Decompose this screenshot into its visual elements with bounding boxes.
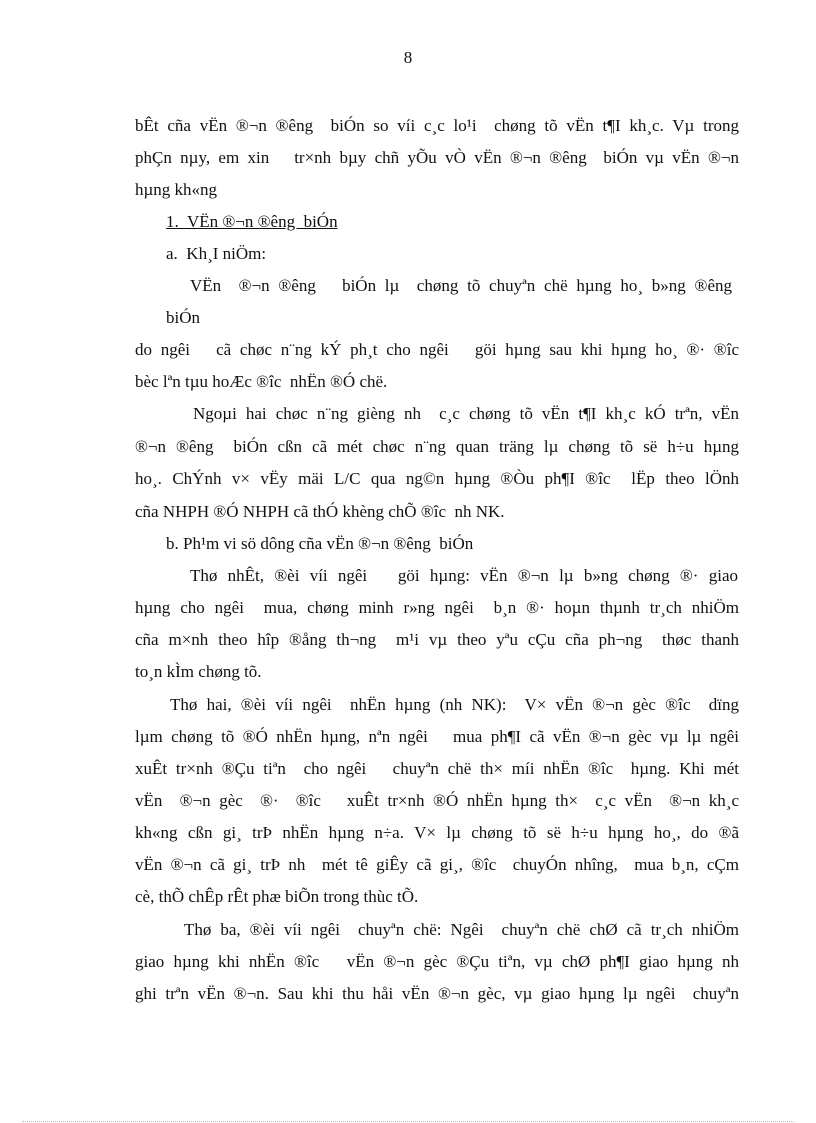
body-line: to¸n kÌm chøng tõ.: [135, 662, 262, 681]
body-line: kh«ng cßn gi¸ trÞ nhËn hµng n÷a. V× lµ chøng tõ së h÷u hµng ho¸, do ®ã: [135, 823, 739, 842]
body-line: cña m×nh theo hîp ®ång th¬ng m¹i vµ theo yªu cÇu cña ph¬ng thøc thanh: [135, 630, 739, 649]
body-line: hµng cho ngêi mua, chøng minh r»ng ngêi b¸n ®· hoµn thµnh tr¸ch nhiÖm: [135, 598, 739, 617]
body-line: bèc lªn tµu hoÆc ®îc nhËn ®Ó chë.: [135, 372, 388, 391]
page-number: 8: [403, 48, 413, 67]
body-line: giao hµng khi nhËn ®îc vËn ®¬n gèc ®Çu tiªn, vµ chØ ph¶I giao hµng nh: [135, 952, 739, 971]
body-line: Ngoµi hai chøc n¨ng gièng nh c¸c chøng tõ vËn t¶I kh¸c kÓ trªn, vËn: [193, 404, 739, 423]
body-line: xuÊt tr×nh ®Çu tiªn cho ngêi chuyªn chë th× míi nhËn ®îc hµng. Khi mét: [135, 759, 739, 778]
body-line: do ngêi cã chøc n¨ng kÝ ph¸t cho ngêi göi hµng sau khi hµng ho¸ ®· ®îc: [135, 340, 739, 359]
body-line: Thø ba, ®èi víi ngêi chuyªn chë: Ngêi chuyªn chë chØ cã tr¸ch nhiÖm: [184, 920, 739, 939]
body-line: biÓn: [166, 308, 200, 327]
body-line: Thø hai, ®èi víi ngêi nhËn hµng (nh NK): V× vËn ®¬n gèc ®îc dïng: [170, 695, 739, 714]
body-line: bÊt cña vËn ®¬n ®êng biÓn so víi c¸c lo¹i chøng tõ vËn t¶I kh¸c. Vµ trong: [135, 116, 739, 135]
page-bottom-divider: [22, 1121, 794, 1122]
body-line: hµng kh«ng: [135, 180, 218, 199]
body-line: ®¬n ®êng biÓn cßn cã mét chøc n¨ng quan träng lµ chøng tõ së h÷u hµng: [135, 437, 739, 456]
body-line: cña NHPH ®Ó NHPH cã thÓ khèng chÕ ®îc nh NK.: [135, 502, 505, 521]
body-line: vËn ®¬n gèc ®· ®îc xuÊt tr×nh ®Ó nhËn hµng th× c¸c vËn ®¬n kh¸c: [135, 791, 739, 810]
subsection-heading: a. Kh¸I niÖm:: [166, 244, 267, 263]
subsection-heading: b. Ph¹m vi sö dông cña vËn ®¬n ®êng biÓn: [166, 534, 474, 553]
body-line: ho¸. ChÝnh v× vËy mäi L/C qua ng©n hµng ®Òu ph¶I ®îc lËp theo lÖnh: [135, 469, 739, 488]
body-line: lµm chøng tõ ®Ó nhËn hµng, nªn ngêi mua ph¶I cã vËn ®¬n gèc vµ lµ ngêi: [135, 727, 739, 746]
body-line: Thø nhÊt, ®èi víi ngêi göi hµng: vËn ®¬n lµ b»ng chøng ®· giao: [190, 566, 738, 585]
body-line: VËn ®¬n ®êng biÓn lµ chøng tõ chuyªn chë hµng ho¸ b»ng ®êng: [190, 276, 732, 295]
body-line: ghi trªn vËn ®¬n. Sau khi thu håi vËn ®¬n gèc, vµ giao hµng lµ ngêi chuyªn: [135, 984, 739, 1003]
body-line: phÇn nµy, em xin tr×nh bµy chñ yÕu vÒ vËn ®¬n ®êng biÓn vµ vËn ®¬n: [135, 148, 739, 167]
section-heading: 1. VËn ®¬n ®êng biÓn: [166, 212, 338, 231]
body-line: cè, thÕ chÊp rÊt phæ biÕn trong thùc tÕ.: [135, 887, 419, 906]
body-line: vËn ®¬n cã gi¸ trÞ nh mét tê giÊy cã gi¸, ®îc chuyÓn nhîng, mua b¸n, cÇm: [135, 855, 739, 874]
